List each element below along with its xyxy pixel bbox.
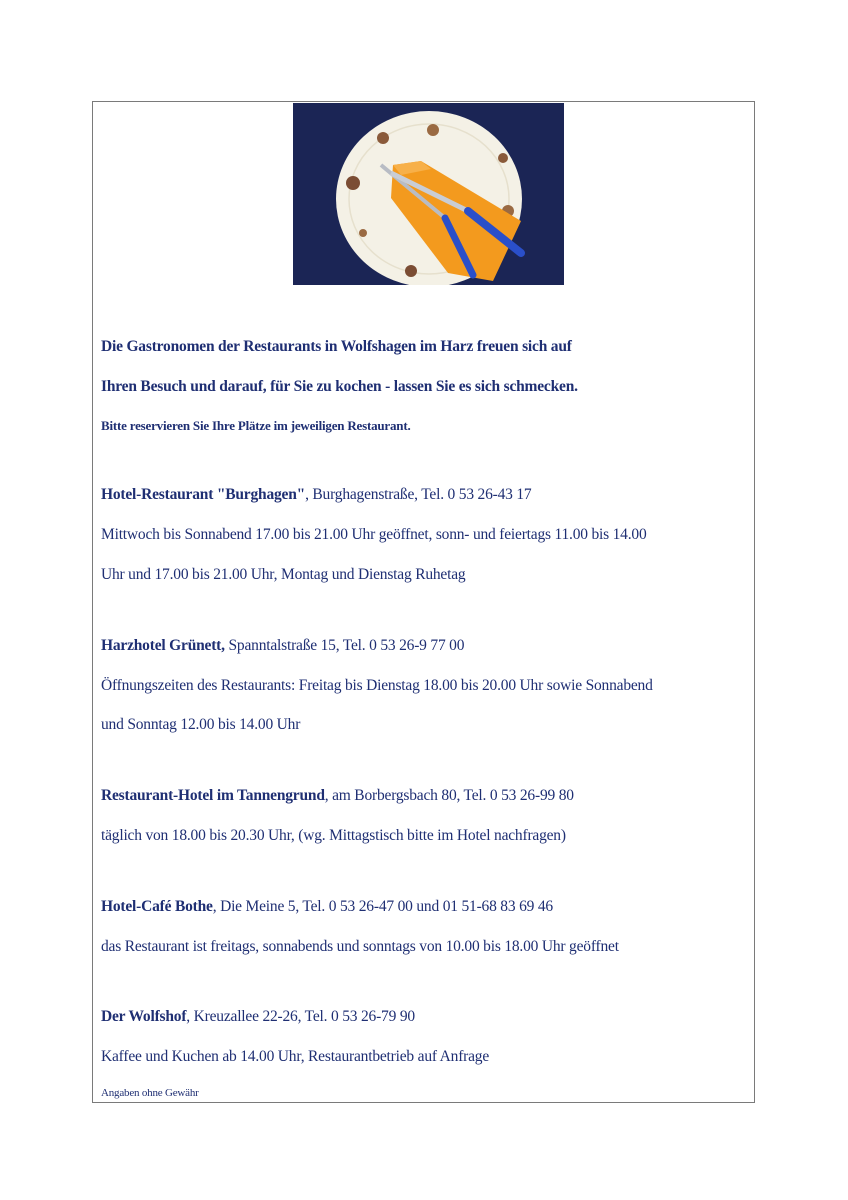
restaurant-name: Der Wolfshof	[101, 1008, 187, 1025]
disclaimer: Angaben ohne Gewähr	[101, 1087, 199, 1099]
opening-hours: und Sonntag 12.00 bis 14.00 Uhr	[101, 716, 301, 733]
intro-line-2: Ihren Besuch und darauf, für Sie zu kochen - lassen Sie es sich schmecken.	[101, 378, 578, 395]
restaurant-header	[101, 637, 464, 655]
opening-hours: täglich von 18.00 bis 20.30 Uhr, (wg. Mittagstisch bitte im Hotel nachfragen)	[101, 827, 566, 844]
opening-hours: das Restaurant ist freitags, sonnabends und sonntags von 10.00 bis 18.00 Uhr geöffnet	[101, 938, 619, 955]
restaurant-header	[101, 486, 531, 504]
reservation-note: Bitte reservieren Sie Ihre Plätze im jeweiligen Restaurant.	[101, 418, 411, 433]
restaurant-header	[101, 1008, 415, 1026]
restaurant-details: , Kreuzallee 22-26, Tel. 0 53 26-79 90	[186, 1008, 415, 1025]
restaurant-header	[101, 898, 553, 916]
restaurant-header	[101, 787, 574, 805]
plate-photo	[293, 103, 564, 285]
restaurant-name: Hotel-Café Bothe	[101, 898, 213, 915]
opening-hours: Mittwoch bis Sonnabend 17.00 bis 21.00 Uhr geöffnet, sonn- und feiertags 11.00 bis 14.00	[101, 526, 647, 543]
restaurant-name: Restaurant-Hotel im Tannengrund	[101, 787, 325, 804]
intro-line-1: Die Gastronomen der Restaurants in Wolfshagen im Harz freuen sich auf	[101, 338, 572, 355]
opening-hours: Uhr und 17.00 bis 21.00 Uhr, Montag und Dienstag Ruhetag	[101, 566, 466, 583]
restaurant-name: Hotel-Restaurant "Burghagen"	[101, 486, 306, 503]
restaurant-name: Harzhotel Grünett,	[101, 637, 225, 654]
restaurant-details: Spanntalstraße 15, Tel. 0 53 26-9 77 00	[224, 637, 465, 654]
opening-hours: Öffnungszeiten des Restaurants: Freitag bis Dienstag 18.00 bis 20.00 Uhr sowie Sonnabend	[101, 677, 653, 694]
restaurant-details: , am Borbergsbach 80, Tel. 0 53 26-99 80	[324, 787, 574, 804]
restaurant-details: , Die Meine 5, Tel. 0 53 26-47 00 und 01 51-68 83 69 46	[212, 898, 553, 915]
opening-hours: Kaffee und Kuchen ab 14.00 Uhr, Restaurantbetrieb auf Anfrage	[101, 1048, 490, 1065]
restaurant-details: , Burghagenstraße, Tel. 0 53 26-43 17	[305, 486, 532, 503]
